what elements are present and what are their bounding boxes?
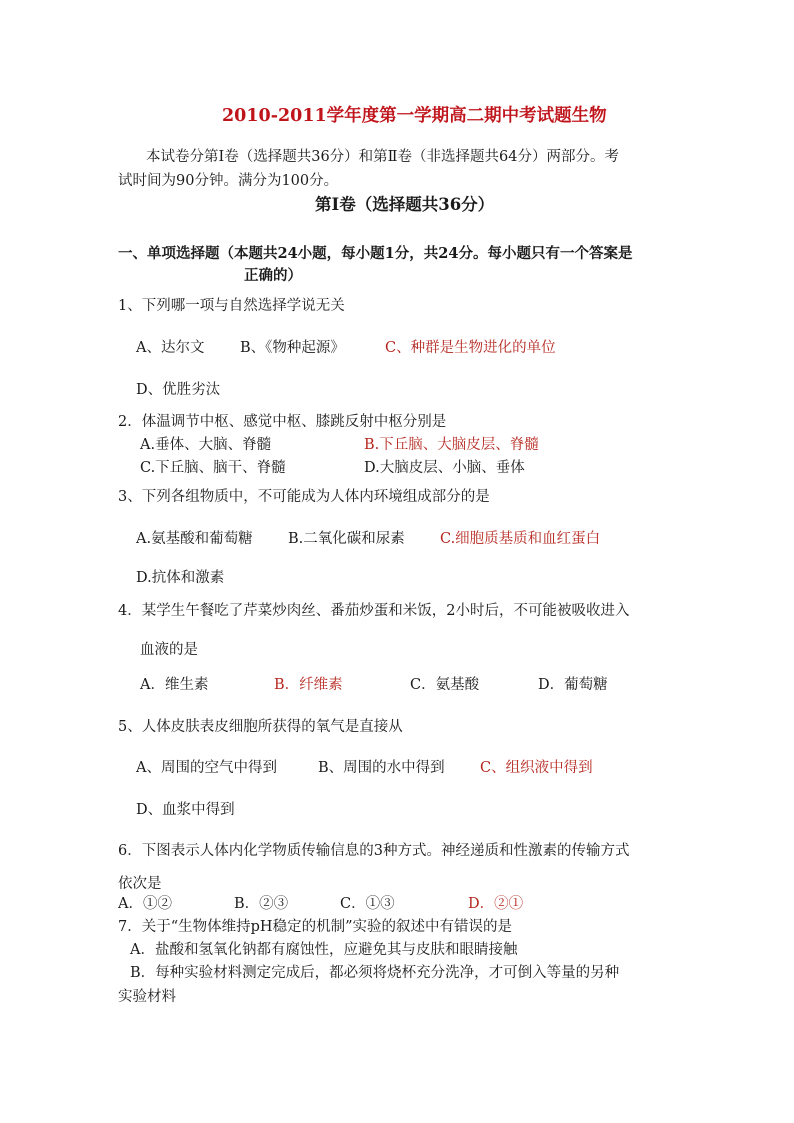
question-6-option-d: D．②① xyxy=(468,896,524,912)
question-2-option-a: A.垂体、大脑、脊髓 xyxy=(140,437,272,453)
page-title: 2010-2011学年度第一学期高二期中考试题生物 xyxy=(222,106,607,126)
section-heading: 第Ⅰ卷（选择题共36分） xyxy=(315,195,495,214)
question-3-option-a: A.氨基酸和葡萄糖 xyxy=(136,531,253,547)
question-4-option-d: D．葡萄糖 xyxy=(538,677,608,693)
question-6-stem-line-1: 6．下图表示人体内化学物质传输信息的3种方式。神经递质和性激素的传输方式 xyxy=(118,843,630,859)
question-7-option-b-line-1: B．每种实验材料测定完成后，都必须将烧杯充分洗净，才可倒入等量的另种 xyxy=(130,965,620,981)
question-5-option-a: A、周围的空气中得到 xyxy=(136,760,277,776)
question-7-option-a: A．盐酸和氢氧化钠都有腐蚀性，应避免其与皮肤和眼睛接触 xyxy=(130,942,518,958)
question-1-stem: 1、下列哪一项与自然选择学说无关 xyxy=(118,298,345,314)
question-6-stem-line-2: 依次是 xyxy=(118,876,162,892)
question-3-stem: 3、下列各组物质中，不可能成为人体内环境组成部分的是 xyxy=(118,489,490,505)
question-3-option-d: D.抗体和激素 xyxy=(136,570,225,586)
question-5-stem: 5、人体皮肤表皮细胞所获得的氧气是直接从 xyxy=(118,719,403,735)
question-5-option-c: C、组织液中得到 xyxy=(480,760,593,776)
question-4-stem-line-2: 血液的是 xyxy=(140,642,198,658)
part1-heading-line-1: 一、单项选择题（本题共24小题，每小题1分，共24分。每小题只有一个答案是 xyxy=(118,245,633,262)
part1-heading-line-2: 正确的） xyxy=(244,267,302,284)
question-1-option-d: D、优胜劣汰 xyxy=(136,382,221,398)
intro-line-1: 本试卷分第Ⅰ卷（选择题共36分）和第Ⅱ卷（非选择题共64分）两部分。考 xyxy=(146,149,619,165)
question-6-option-b: B．②③ xyxy=(234,896,289,912)
question-4-option-a: A．维生素 xyxy=(140,677,209,693)
question-6-option-a: A．①② xyxy=(118,896,172,912)
question-3-option-c: C.细胞质基质和血红蛋白 xyxy=(440,531,601,547)
question-2-option-c: C.下丘脑、脑干、脊髓 xyxy=(140,460,286,476)
question-3-option-b: B.二氧化碳和尿素 xyxy=(288,531,405,547)
question-2-option-b: B.下丘脑、大脑皮层、脊髓 xyxy=(364,437,539,453)
question-5-option-d: D、血浆中得到 xyxy=(136,802,235,818)
question-5-option-b: B、周围的水中得到 xyxy=(318,760,445,776)
question-4-option-c: C．氨基酸 xyxy=(410,677,480,693)
question-1-option-c: C、种群是生物进化的单位 xyxy=(385,340,556,356)
question-2-option-d: D.大脑皮层、小脑、垂体 xyxy=(364,460,525,476)
question-4-option-b: B．纤维素 xyxy=(274,677,343,693)
question-1-option-b: B、《物种起源》 xyxy=(240,340,345,356)
question-2-stem: 2．体温调节中枢、感觉中枢、膝跳反射中枢分别是 xyxy=(118,414,447,430)
question-4-stem-line-1: 4．某学生午餐吃了芹菜炒肉丝、番茄炒蛋和米饭，2小时后，不可能被吸收进入 xyxy=(118,603,630,619)
question-7-stem: 7．关于“生物体维持pH稳定的机制”实验的叙述中有错误的是 xyxy=(118,919,512,935)
question-1-option-a: A、达尔文 xyxy=(136,340,205,356)
question-7-option-b-line-2: 实验材料 xyxy=(118,989,176,1005)
question-6-option-c: C．①③ xyxy=(340,896,395,912)
intro-line-2: 试时间为90分钟。满分为100分。 xyxy=(118,173,339,189)
